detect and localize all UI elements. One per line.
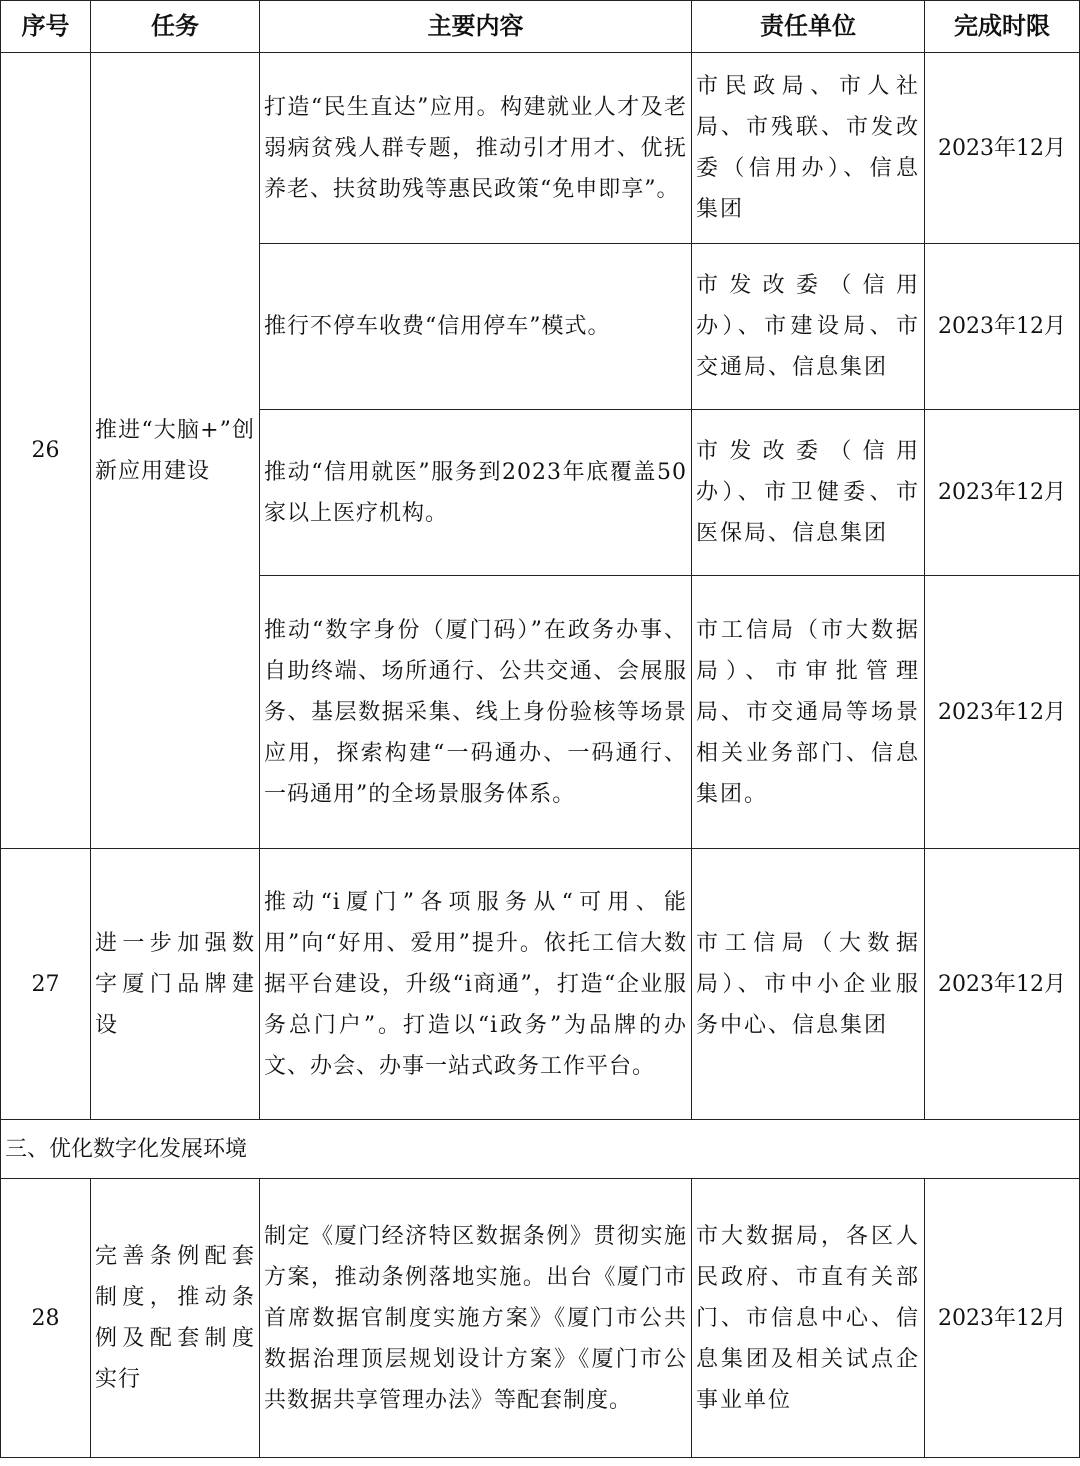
- section-row: [1, 1120, 1080, 1179]
- unit-cell: 市发改委（信用办）、市建设局、市交通局、信息集团: [692, 244, 925, 410]
- content-cell: 推行不停车收费“信用停车”模式。: [260, 244, 692, 410]
- header-deadline: 完成时限: [925, 1, 1080, 53]
- task-cell: 完善条例配套制度，推动条例及配套制度实行: [91, 1179, 260, 1458]
- table-row: [1, 53, 1080, 244]
- task-cell: 推进“大脑+”创新应用建设: [91, 53, 260, 849]
- row-number: 27: [1, 849, 91, 1120]
- unit-cell: 市发改委（信用办）、市卫健委、市医保局、信息集团: [692, 410, 925, 576]
- section-heading: 三、优化数字化发展环境: [1, 1120, 1080, 1179]
- unit-cell: 市民政局、市人社局、市残联、市发改委（信用办）、信息集团: [692, 53, 925, 244]
- deadline-cell: 2023年12月: [925, 53, 1080, 244]
- content-cell: 推动“信用就医”服务到2023年底覆盖50家以上医疗机构。: [260, 410, 692, 576]
- row-number: 28: [1, 1179, 91, 1458]
- content-cell: 制定《厦门经济特区数据条例》贯彻实施方案，推动条例落地实施。出台《厦门市首席数据官制度实施方案》《厦门市公共数据治理顶层规划设计方案》《厦门市公共数据共享管理办法》等配套制度。: [260, 1179, 692, 1458]
- header-content: 主要内容: [260, 1, 692, 53]
- content-cell: 推动“数字身份（厦门码）”在政务办事、自助终端、场所通行、公共交通、会展服务、基层数据采集、线上身份验核等场景应用，探索构建“一码通办、一码通行、一码通用”的全场景服务体系。: [260, 576, 692, 849]
- content-cell: 推动“i厦门”各项服务从“可用、能用”向“好用、爱用”提升。依托工信大数据平台建设，升级“i商通”，打造“企业服务总门户”。打造以“i政务”为品牌的办文、办会、办事一站式政务工作平台。: [260, 849, 692, 1120]
- unit-cell: 市大数据局，各区人民政府、市直有关部门、市信息中心、信息集团及相关试点企事业单位: [692, 1179, 925, 1458]
- deadline-cell: 2023年12月: [925, 244, 1080, 410]
- row-number: 26: [1, 53, 91, 849]
- deadline-cell: 2023年12月: [925, 410, 1080, 576]
- unit-cell: 市工信局（市大数据局）、市审批管理局、市交通局等场景相关业务部门、信息集团。: [692, 576, 925, 849]
- header-task: 任务: [91, 1, 260, 53]
- header-unit: 责任单位: [692, 1, 925, 53]
- unit-cell: 市工信局（大数据局）、市中小企业服务中心、信息集团: [692, 849, 925, 1120]
- deadline-cell: 2023年12月: [925, 849, 1080, 1120]
- content-cell: 打造“民生直达”应用。构建就业人才及老弱病贫残人群专题，推动引才用才、优抚养老、扶贫助残等惠民政策“免申即享”。: [260, 53, 692, 244]
- task-cell: 进一步加强数字厦门品牌建设: [91, 849, 260, 1120]
- table-row: [1, 849, 1080, 1120]
- deadline-cell: 2023年12月: [925, 1179, 1080, 1458]
- deadline-cell: 2023年12月: [925, 576, 1080, 849]
- table-row: [1, 1179, 1080, 1458]
- header-num: 序号: [1, 1, 91, 53]
- header-row: [1, 1, 1080, 53]
